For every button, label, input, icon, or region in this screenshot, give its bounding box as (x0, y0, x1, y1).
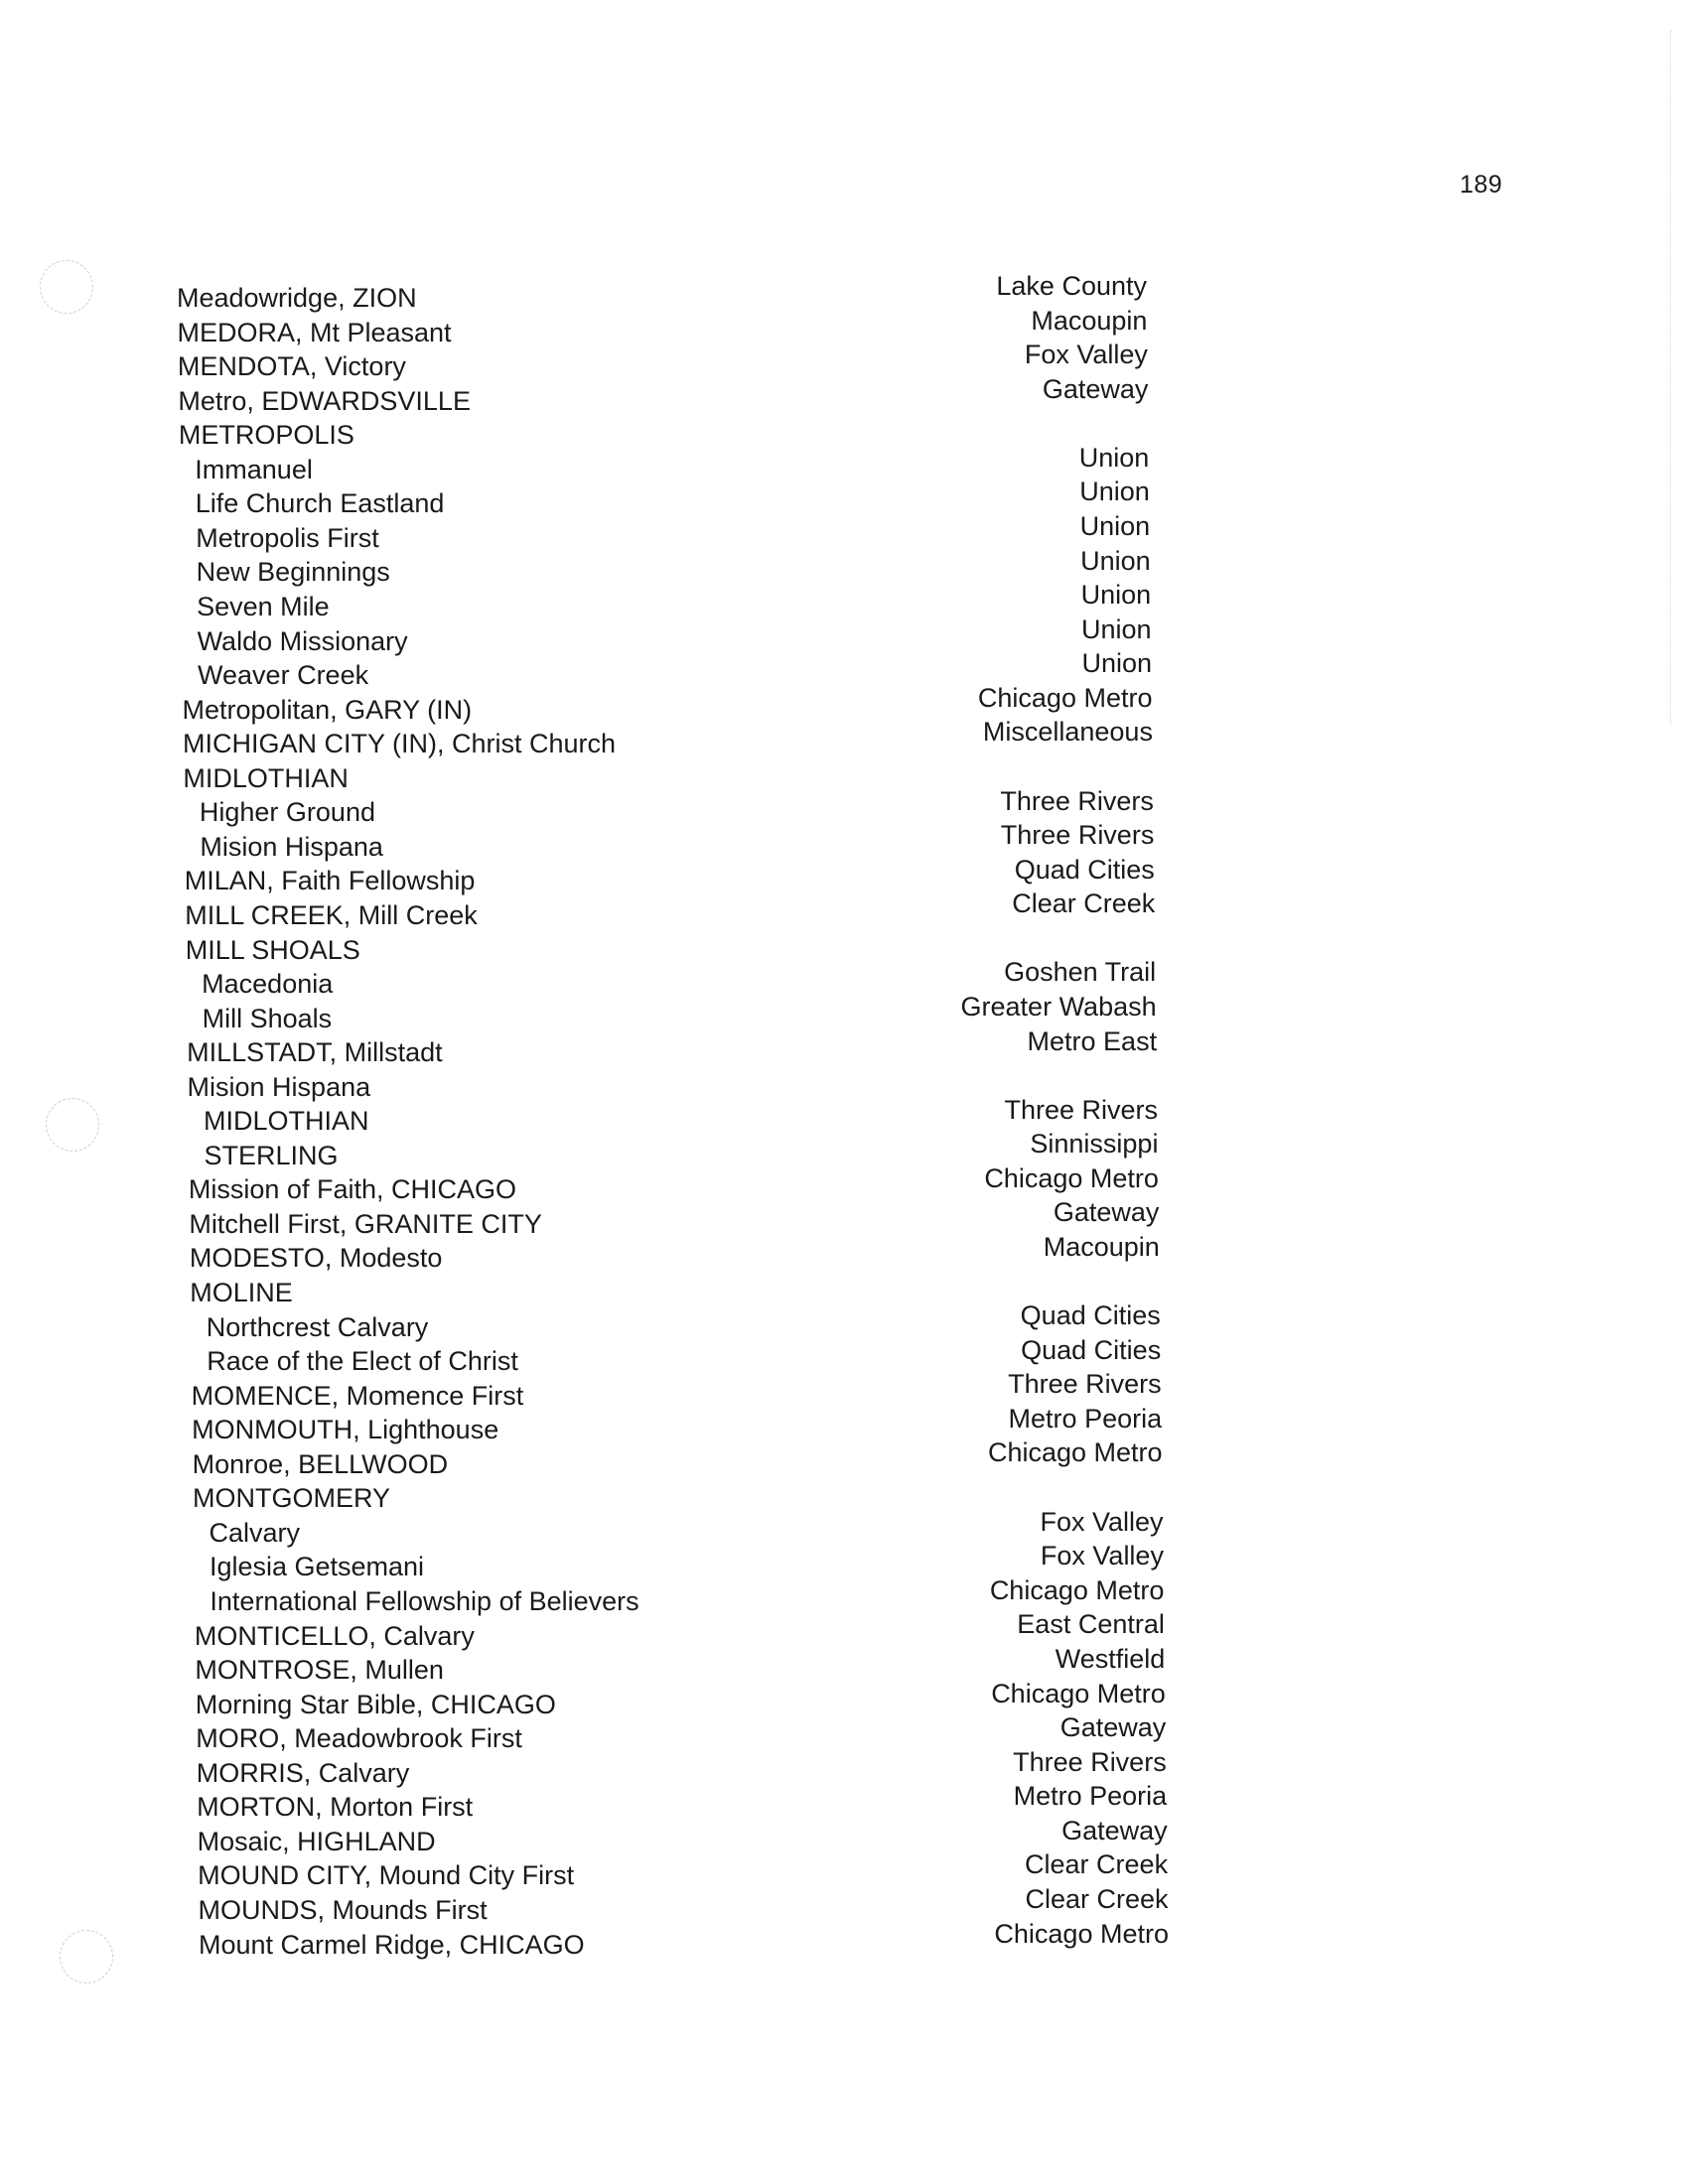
church-name: Meadowridge, ZION (177, 283, 417, 313)
church-name: MOMENCE, Momence First (191, 1380, 524, 1411)
directory-entry (0, 1437, 1692, 1483)
church-name: MOLINE (190, 1278, 293, 1308)
church-name: Mitchell First, GRANITE CITY (189, 1208, 542, 1239)
sub-church-name: Calvary (209, 1517, 301, 1548)
church-name: MICHIGAN CITY (IN), Christ Church (182, 729, 617, 759)
church-name: MENDOTA, Victory (177, 351, 406, 382)
association-name: Three Rivers (1000, 820, 1155, 851)
association-name: Clear Creek (1012, 888, 1156, 919)
sub-church-name: Race of the Elect of Christ (207, 1346, 518, 1377)
association-name: Chicago Metro (989, 1574, 1165, 1605)
church-name: MORRIS, Calvary (196, 1757, 410, 1788)
church-name: Mision Hispana (187, 1071, 371, 1102)
directory-entry (0, 717, 1692, 762)
church-name: MIDLOTHIAN (183, 762, 349, 793)
sub-church-name: Immanuel (195, 454, 313, 484)
association-name: Union (1080, 580, 1152, 611)
sub-church-name: International Fellowship of Believers (210, 1585, 639, 1616)
association-name: Fox Valley (1040, 1541, 1164, 1571)
sub-church-name: Waldo Missionary (197, 625, 408, 656)
association-name: Lake County (996, 271, 1147, 301)
association-name: Metro Peoria (1008, 1403, 1163, 1433)
association-name: Westfield (1055, 1643, 1166, 1674)
association-name: Quad Cities (1014, 854, 1155, 885)
sub-church-name: Iglesia Getsemani (209, 1552, 425, 1582)
association-name: Clear Creek (1025, 1849, 1169, 1880)
association-name: Gateway (1042, 373, 1149, 404)
church-name: MORTON, Morton First (197, 1792, 474, 1823)
association-name: Union (1079, 511, 1151, 542)
church-name: Mission of Faith, CHICAGO (188, 1174, 516, 1205)
church-name: Morning Star Bible, CHICAGO (195, 1689, 556, 1719)
association-name: Macoupin (1043, 1232, 1160, 1263)
association-name: Chicago Metro (991, 1678, 1166, 1708)
church-name: MONTROSE, Mullen (195, 1655, 444, 1686)
association-name: Gateway (1059, 1712, 1167, 1743)
church-name: MODESTO, Modesto (189, 1243, 443, 1274)
sub-church-name: STERLING (204, 1140, 339, 1170)
directory-entry (0, 1232, 1692, 1278)
church-name: MONMOUTH, Lighthouse (192, 1415, 499, 1445)
association-name: Chicago Metro (994, 1918, 1169, 1949)
association-name: Union (1081, 648, 1153, 679)
church-name: Monroe, BELLWOOD (192, 1448, 449, 1479)
church-name: MOUND CITY, Mound City First (198, 1860, 575, 1891)
church-name: MORO, Meadowbrook First (196, 1723, 522, 1754)
association-name: Metro Peoria (1013, 1781, 1168, 1812)
directory-entry (0, 1918, 1692, 1965)
church-name: METROPOLIS (178, 420, 354, 451)
association-name: Union (1079, 477, 1150, 507)
association-name: Three Rivers (1000, 785, 1154, 816)
sub-church-name: Metropolis First (196, 522, 379, 553)
association-name: Quad Cities (1021, 1334, 1162, 1365)
association-name: Metro East (1027, 1025, 1158, 1056)
association-name: Union (1080, 545, 1151, 576)
sub-church-name: Macedonia (202, 969, 334, 1000)
sub-church-name: Mision Hispana (200, 831, 383, 862)
page-number: 189 (1460, 171, 1503, 199)
sub-church-name: New Beginnings (196, 557, 390, 588)
church-directory-list (0, 271, 1692, 1964)
church-name: Metro, EDWARDSVILLE (178, 385, 471, 416)
sub-church-name: MIDLOTHIAN (204, 1106, 369, 1137)
association-name: Fox Valley (1024, 340, 1148, 370)
church-name: MILLSTADT, Millstadt (187, 1037, 443, 1068)
sub-church-name: Northcrest Calvary (206, 1311, 429, 1342)
church-name: MILAN, Faith Fellowship (184, 866, 476, 896)
church-name: MONTICELLO, Calvary (194, 1620, 475, 1651)
sub-church-name: Higher Ground (199, 797, 375, 828)
association-name: Gateway (1061, 1815, 1168, 1845)
church-name: Metropolitan, GARY (IN) (182, 694, 473, 725)
association-name: East Central (1017, 1609, 1165, 1640)
association-name: Sinnissippi (1030, 1129, 1159, 1160)
sub-church-name: Mill Shoals (202, 1003, 333, 1033)
association-name: Three Rivers (1004, 1094, 1158, 1125)
directory-entry (0, 1025, 1692, 1071)
association-name: Miscellaneous (982, 717, 1153, 748)
association-name: Union (1078, 442, 1150, 473)
church-name: MOUNDS, Mounds First (198, 1894, 488, 1925)
association-name: Goshen Trail (1004, 957, 1157, 988)
sub-church-name: Weaver Creek (198, 660, 369, 691)
association-name: Quad Cities (1020, 1300, 1161, 1331)
association-name: Gateway (1053, 1197, 1160, 1228)
church-name: MEDORA, Mt Pleasant (177, 317, 452, 347)
church-name: Mosaic, HIGHLAND (197, 1826, 436, 1856)
association-name: Three Rivers (1013, 1746, 1167, 1777)
association-name: Greater Wabash (960, 992, 1157, 1023)
church-name: MILL SHOALS (185, 934, 360, 965)
church-name: Mount Carmel Ridge, CHICAGO (199, 1929, 585, 1960)
association-name: Macoupin (1031, 305, 1148, 336)
church-name: MONTGOMERY (193, 1483, 391, 1514)
directory-entry (0, 373, 1692, 419)
sub-church-name: Life Church Eastland (195, 488, 445, 519)
association-name: Clear Creek (1025, 1883, 1169, 1914)
church-name: MILL CREEK, Mill Creek (185, 899, 478, 930)
association-name: Chicago Metro (977, 682, 1153, 713)
association-name: Chicago Metro (984, 1162, 1159, 1193)
association-name: Union (1081, 614, 1152, 644)
association-name: Three Rivers (1008, 1369, 1162, 1400)
directory-entry (0, 888, 1692, 934)
association-name: Chicago Metro (987, 1437, 1163, 1468)
association-name: Fox Valley (1040, 1506, 1164, 1537)
sub-church-name: Seven Mile (197, 591, 330, 621)
